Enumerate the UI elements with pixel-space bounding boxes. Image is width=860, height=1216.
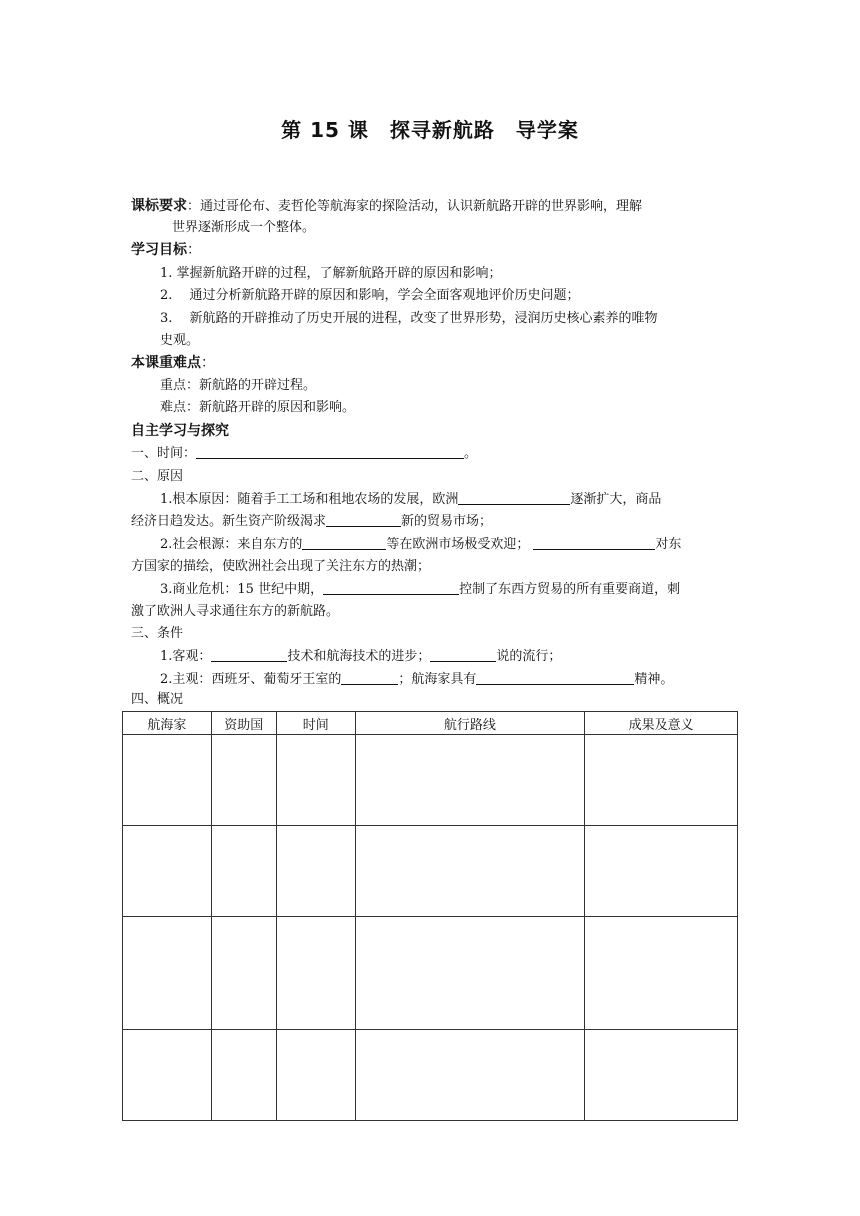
- time-blank[interactable]: [196, 444, 464, 459]
- table-cell[interactable]: [276, 917, 355, 1030]
- table-cell[interactable]: [355, 826, 585, 917]
- time-suffix: 。: [464, 446, 478, 461]
- time-line: [131, 444, 477, 464]
- reason-2-text-a: 2.社会根源：来自东方的: [160, 537, 303, 552]
- reason-1-text-c: 经济日趋发达。新生资产阶级渴求: [131, 514, 327, 529]
- goal-item-1: 1. 掌握新航路开辟的过程，了解新航路开辟的原因和影响；: [160, 266, 502, 281]
- reason-2-blank-2[interactable]: [533, 535, 655, 550]
- table-cell[interactable]: [123, 826, 212, 917]
- column-header-route: 航行路线: [355, 712, 585, 735]
- keypoints-label: 本课重难点: [131, 355, 201, 371]
- column-header-sponsor: 资助国: [211, 712, 276, 735]
- table-cell[interactable]: [211, 917, 276, 1030]
- reason-2-line-2: 方国家的描绘，使欧洲社会出现了关注东方的热潮；: [131, 559, 431, 574]
- table-cell[interactable]: [355, 735, 585, 826]
- self-study-heading: 自主学习与探究: [131, 423, 229, 439]
- condition-1-text-b: 技术和航海技术的进步；: [287, 649, 431, 664]
- goal-item-2: 2. 通过分析新航路开辟的原因和影响，学会全面客观地评价历史问题；: [160, 288, 580, 303]
- reason-1-blank-1[interactable]: [458, 490, 570, 505]
- time-prefix: 一、时间：: [131, 446, 197, 461]
- column-header-time: 时间: [276, 712, 355, 735]
- condition-1-text-a: 1.客观：: [160, 649, 212, 664]
- condition-2-blank-1[interactable]: [341, 670, 398, 685]
- curriculum-text-1: ：通过哥伦布、麦哲伦等航海家的探险活动，认识新航路开辟的世界影响，理解: [187, 199, 643, 214]
- table-cell[interactable]: [585, 735, 738, 826]
- goals-colon: ：: [187, 242, 201, 258]
- condition-1: [160, 647, 561, 667]
- curriculum-line-1: [131, 196, 642, 217]
- condition-2-text-b: ；航海家具有: [398, 672, 477, 687]
- page-title: 第 15 课 探寻新航路 导学案: [281, 118, 579, 142]
- table-row: [123, 735, 738, 826]
- conditions-heading: 三、条件: [131, 626, 184, 641]
- keypoint-focus: 重点：新航路的开辟过程。: [160, 378, 317, 393]
- reason-1-line-1: [160, 490, 661, 510]
- table-cell[interactable]: [276, 735, 355, 826]
- goals-label: 学习目标: [131, 242, 187, 258]
- condition-1-text-c: 说的流行；: [496, 649, 562, 664]
- reasons-heading: 二、原因: [131, 469, 184, 484]
- curriculum-text-2: 世界逐渐形成一个整体。: [172, 220, 316, 235]
- table-cell[interactable]: [585, 826, 738, 917]
- table-header-row: [123, 712, 738, 735]
- condition-2-text-c: 精神。: [634, 672, 674, 687]
- reason-1-line-2: [131, 512, 492, 532]
- overview-heading: 四、概况: [131, 692, 184, 707]
- table-cell[interactable]: [123, 735, 212, 826]
- reason-2-text-b: 等在欧洲市场极受欢迎；: [386, 537, 530, 552]
- condition-2: [160, 670, 673, 690]
- reason-3-text-b: 控制了东西方贸易的所有重要商道，刺: [459, 582, 681, 597]
- reason-2-text-c: 对东: [655, 537, 682, 552]
- goal-item-3: 3. 新航路的开辟推动了历史开展的进程，改变了世界形势，浸润历史核心素养的唯物: [160, 311, 658, 326]
- column-header-navigator: 航海家: [123, 712, 212, 735]
- reason-1-text-b: 逐渐扩大，商品: [570, 492, 662, 507]
- column-header-significance: 成果及意义: [585, 712, 738, 735]
- condition-1-blank-1[interactable]: [211, 647, 287, 662]
- keypoint-difficulty: 难点：新航路开辟的原因和影响。: [160, 400, 356, 415]
- reason-2-line-1: [160, 535, 681, 555]
- reason-3-line-1: [160, 580, 680, 600]
- table-cell[interactable]: [211, 735, 276, 826]
- table-cell[interactable]: [123, 1030, 212, 1121]
- curriculum-label: 课标要求: [131, 198, 187, 214]
- reason-3-text-a: 3.商业危机：15 世纪中期，: [160, 582, 324, 597]
- table-row: [123, 826, 738, 917]
- table-cell[interactable]: [585, 917, 738, 1030]
- keypoints-heading: [131, 353, 215, 373]
- table-cell[interactable]: [355, 917, 585, 1030]
- table-row: [123, 1030, 738, 1121]
- reason-3-blank[interactable]: [323, 580, 459, 595]
- condition-2-text-a: 2.主观：西班牙、葡萄牙王室的: [160, 672, 342, 687]
- reason-1-blank-2[interactable]: [326, 512, 401, 527]
- goals-heading: [131, 240, 201, 260]
- table-cell[interactable]: [211, 826, 276, 917]
- table-cell[interactable]: [355, 1030, 585, 1121]
- overview-table: [122, 711, 738, 1121]
- table-row: [123, 917, 738, 1030]
- keypoints-colon: ：: [201, 355, 215, 371]
- reason-3-line-2: 激了欧洲人寻求通往东方的新航路。: [131, 604, 340, 619]
- table-cell[interactable]: [276, 1030, 355, 1121]
- table-cell[interactable]: [123, 917, 212, 1030]
- table-cell[interactable]: [276, 826, 355, 917]
- condition-1-blank-2[interactable]: [430, 647, 496, 662]
- table-cell[interactable]: [211, 1030, 276, 1121]
- reason-2-blank-1[interactable]: [302, 535, 386, 550]
- reason-1-text-d: 新的贸易市场；: [401, 514, 493, 529]
- goal-item-3-cont: 史观。: [160, 333, 200, 348]
- reason-1-text-a: 1.根本原因：随着手工工场和租地农场的发展，欧洲: [160, 492, 459, 507]
- table-cell[interactable]: [585, 1030, 738, 1121]
- condition-2-blank-2[interactable]: [476, 670, 634, 685]
